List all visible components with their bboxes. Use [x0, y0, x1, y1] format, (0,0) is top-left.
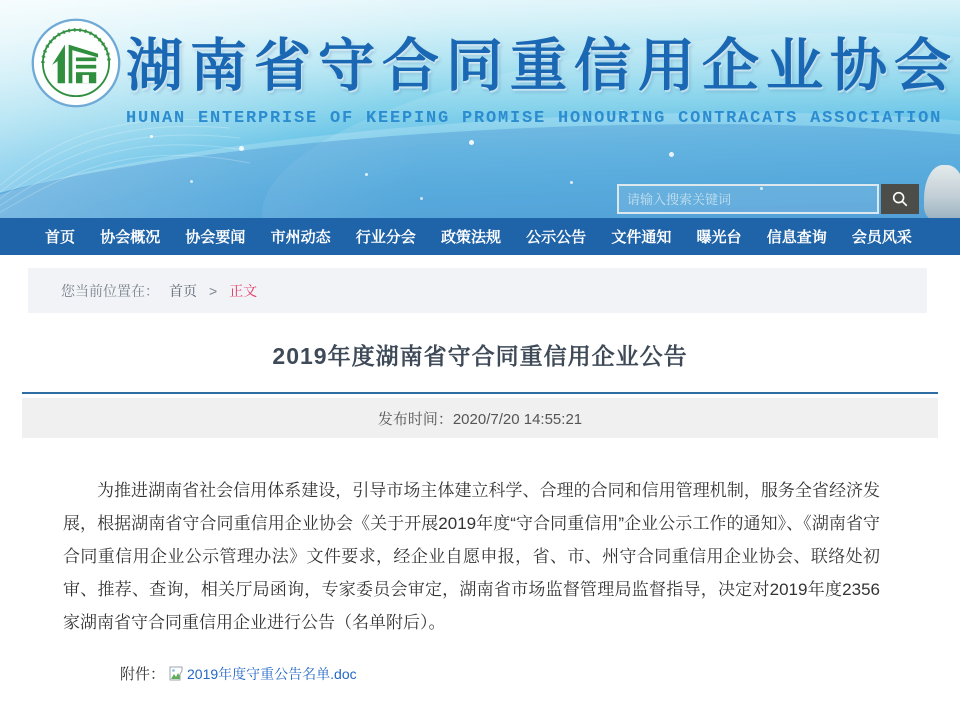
- publish-time-bar: [22, 398, 938, 438]
- association-seal-icon: [30, 17, 122, 109]
- search-button[interactable]: [881, 184, 919, 214]
- title-divider: [22, 392, 938, 394]
- nav-item-association-news[interactable]: 协会要闻: [185, 229, 246, 246]
- search-input[interactable]: [617, 184, 879, 214]
- nav-item-exposure[interactable]: 曝光台: [696, 229, 742, 246]
- org-name-english: HUNAN ENTERPRISE OF KEEPING PROMISE HONOURING CONTRACATS ASSOCIATION: [126, 109, 943, 128]
- nav-item-city-dynamics[interactable]: 市州动态: [270, 229, 331, 246]
- sparkle-decoration: [150, 135, 153, 138]
- nav-item-policy-law[interactable]: 政策法规: [440, 229, 501, 246]
- search-icon: [891, 190, 909, 208]
- main-nav: [0, 218, 960, 255]
- article-paragraph: 为推进湖南省社会信用体系建设，引导市场主体建立科学、合理的合同和信用管理机制，服务全省经济发展，根据湖南省守合同重信用企业协会《关于开展2019年度“守合同重信用”企业公示工作的通知》、《湖南省守合同重信用企业公示管理办法》文件要求，经企业自愿申报，省、市、州守合同重信用企业协会、联络处初审、推荐、查询，相关厅局函询，专家委员会审定，湖南省市场监督管理局监督指导，决定对2019年度2356家湖南省守合同重信用企业进行公告（名单附后）。: [63, 481, 880, 632]
- broken-image-icon: [169, 666, 185, 681]
- attachment-label: 附件：: [120, 666, 166, 683]
- org-name-chinese: 湖南省守合同重信用企业协会: [126, 34, 958, 98]
- site-title-block: [126, 20, 958, 128]
- nav-item-member-style[interactable]: 会员风采: [851, 229, 912, 246]
- breadcrumb-current: 正文: [229, 282, 258, 299]
- nav-item-document-notice[interactable]: 文件通知: [611, 229, 672, 246]
- breadcrumb: [28, 268, 927, 313]
- site-banner: [0, 0, 960, 218]
- breadcrumb-home-link[interactable]: 首页: [169, 282, 197, 299]
- nav-item-public-notice[interactable]: 公示公告: [526, 229, 587, 246]
- breadcrumb-separator: >: [209, 282, 218, 299]
- article-content: [0, 313, 960, 684]
- search-area: [617, 184, 919, 214]
- nav-item-industry-branch[interactable]: 行业分会: [355, 229, 416, 246]
- nav-item-info-query[interactable]: 信息查询: [766, 229, 827, 246]
- attachment-link[interactable]: 2019年度守重公告名单.doc: [187, 665, 357, 682]
- nav-item-about[interactable]: 协会概况: [100, 229, 161, 246]
- statue-decoration: [924, 165, 960, 218]
- article-title: 2019年度湖南省守合同重信用企业公告: [272, 343, 688, 369]
- breadcrumb-prefix: 您当前位置在：: [61, 282, 159, 299]
- publish-time: 发布时间：2020/7/20 14:55:21: [377, 410, 583, 428]
- nav-item-home[interactable]: 首页: [45, 229, 76, 246]
- attachment-row: [120, 663, 938, 684]
